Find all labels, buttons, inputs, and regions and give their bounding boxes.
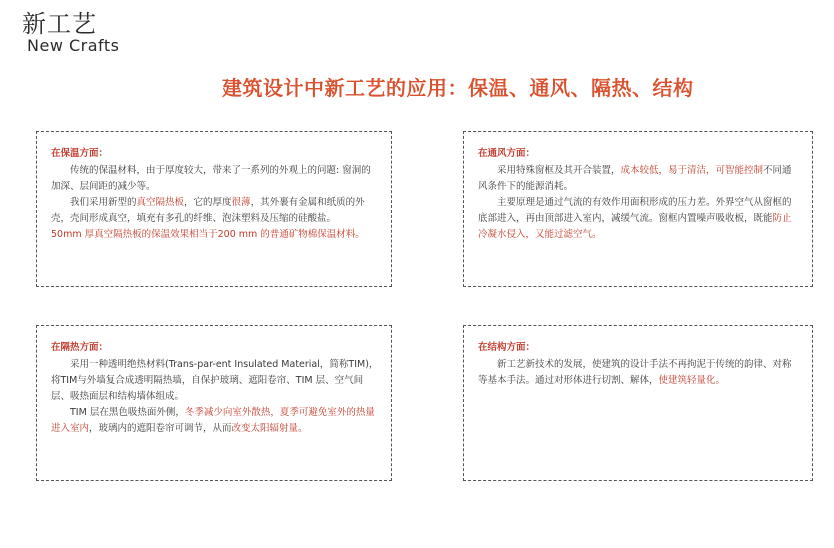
headline: 建筑设计中新工艺的应用：保温、通风、隔热、结构 xyxy=(222,76,694,100)
heat-paragraph-2 xyxy=(51,405,379,437)
insulation-text: ，其外裹有金属和纸质的外壳，壳间形成真空，填充有多孔的纤维、泡沫塑料及压缩的硅酸盐。 xyxy=(51,197,365,224)
structure-text: 新工艺新技术的发展，使建筑的设计手法不再拘泥于传统的韵律、对称等基本手法。通过对形体进行切割、解体， xyxy=(478,359,792,386)
heat-text: ，玻璃内的遮阳卷帘可调节，从而 xyxy=(89,423,232,434)
structure-paragraph-1 xyxy=(478,357,800,389)
structure-highlight: 使建筑轻量化。 xyxy=(658,375,726,386)
heat-heading: 在隔热方面： xyxy=(51,342,109,353)
ventilation-card xyxy=(463,131,813,287)
heat-highlight: 改变太阳辐射量。 xyxy=(231,423,308,434)
ventilation-heading: 在通风方面： xyxy=(478,148,536,159)
page-title: 新工艺 xyxy=(22,10,97,38)
ventilation-paragraph-2 xyxy=(478,195,800,243)
structure-heading: 在结构方面： xyxy=(478,342,536,353)
insulation-paragraph-1: 传统的保温材料，由于厚度较大，带来了一系列的外观上的问题: 窗洞的加深、层间距的减少等。 xyxy=(51,165,371,192)
insulation-paragraph-3: 50mm 厚真空隔热板的保温效果相当于200 mm 的普通矿物棉保温材料。 xyxy=(51,229,365,240)
insulation-text: ，它的厚度 xyxy=(184,197,232,208)
insulation-text: 我们采用新型的 xyxy=(70,197,137,208)
ventilation-paragraph-1 xyxy=(478,163,800,195)
heat-insulation-card xyxy=(36,325,392,481)
page-subtitle: New Crafts xyxy=(27,36,120,55)
insulation-card xyxy=(36,131,392,287)
ventilation-text: 采用特殊窗框及其开合装置， xyxy=(497,165,621,176)
ventilation-text: 主要原理是通过气流的有效作用面积形成的压力差。外界空气从窗框的底部进入，再由顶部进入室内，减缓气流。窗框内置噪声吸收板，既能 xyxy=(478,197,792,224)
insulation-paragraph-2 xyxy=(51,195,379,227)
heat-highlight: 冬季减少向室外散热，夏季可避免室外的热量进入室内 xyxy=(51,407,375,434)
insulation-highlight: 很薄 xyxy=(231,197,251,208)
insulation-highlight: 真空隔热板 xyxy=(136,197,185,208)
insulation-heading: 在保温方面： xyxy=(51,148,109,159)
heat-text: TIM 层在黑色吸热面外侧， xyxy=(70,407,185,418)
heat-paragraph-1: 采用一种透明绝热材料(Trans-par-ent Insulated Material，简称TIM)，将TIM与外墙复合成透明隔热墙，自保护玻璃、遮阳卷帘、TIM 层、空气间层、吸热面层和结构墙体组成。 xyxy=(51,359,379,402)
ventilation-text: 不同通风条件下的能源消耗。 xyxy=(478,165,792,192)
ventilation-highlight: 防止冷凝水侵入，又能过滤空气。 xyxy=(478,213,792,240)
structure-card xyxy=(463,325,813,481)
ventilation-highlight: 成本较低，易于清洁，可智能控制 xyxy=(620,165,764,176)
